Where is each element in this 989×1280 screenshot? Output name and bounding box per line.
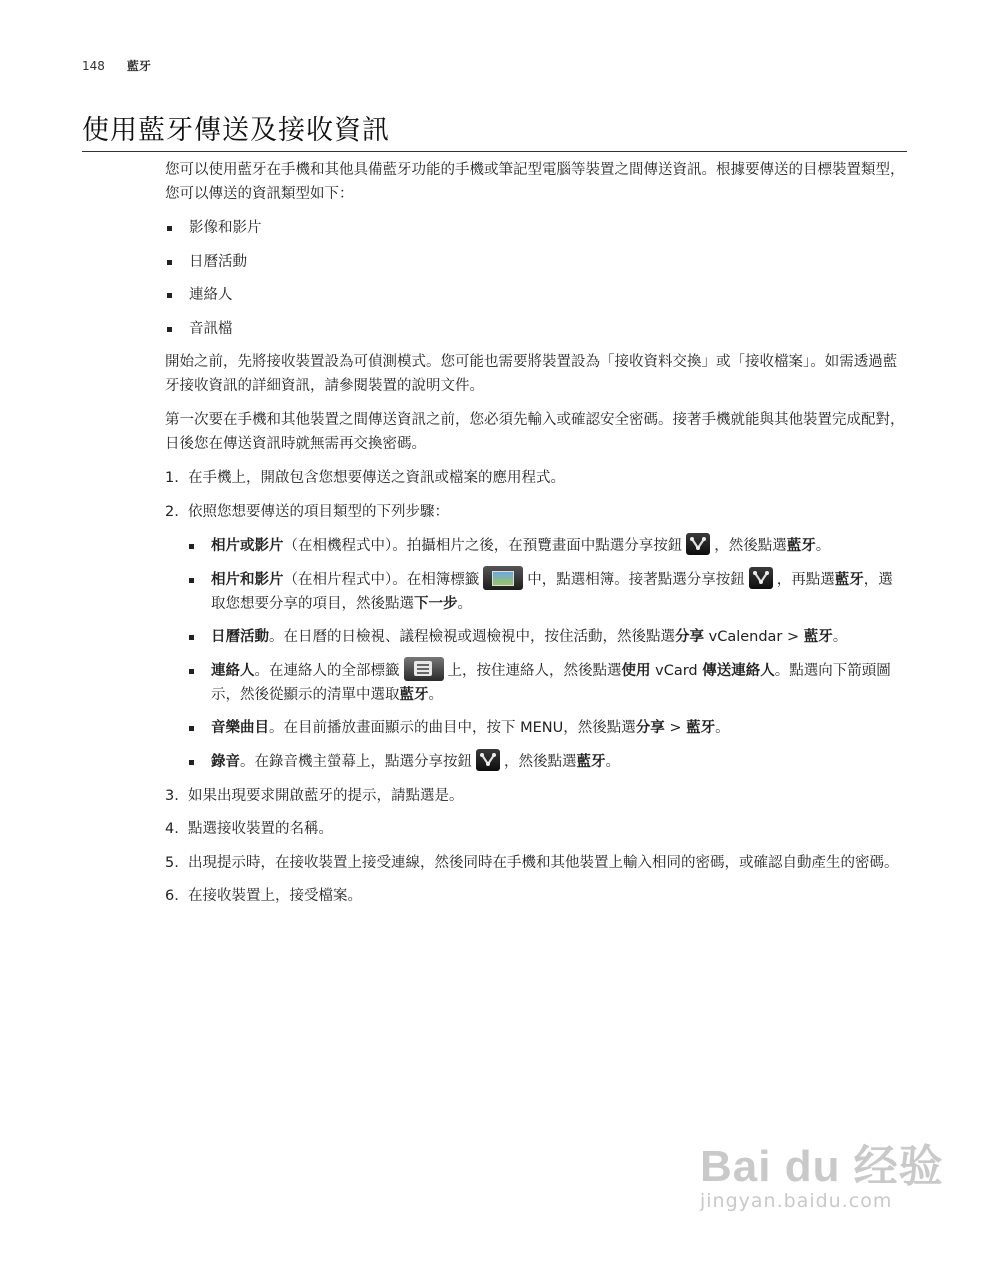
step-text: 依照您想要傳送的項目類型的下列步驟： (188, 503, 449, 520)
list-item: 音訊檔 (165, 317, 907, 341)
album-tab-icon (483, 566, 523, 590)
steps-list (165, 466, 907, 908)
step-number: 3. (165, 787, 179, 804)
step-number: 4. (165, 821, 179, 838)
step-item (165, 784, 907, 808)
page-header (82, 57, 151, 74)
baidu-watermark (700, 1130, 944, 1212)
pairing-paragraph: 第一次要在手機和其他裝置之間傳送資訊之前，您必須先輸入或確認安全密碼。接著手機就能與其他裝置完成配對，日後您在傳送資訊時就無需再交換密碼。 (165, 412, 905, 453)
step-text: 如果出現要求開啟藍牙的提示，請點選是。 (188, 787, 464, 804)
item-type-substeps (188, 534, 907, 774)
step-item (165, 884, 907, 908)
list-item: 日曆活動 (165, 250, 907, 274)
contacts-tab-icon (404, 657, 444, 681)
step-text: 點選接收裝置的名稱。 (188, 821, 333, 838)
step-text: 出現提示時，在接收裝置上接受連線，然後同時在手機和其他裝置上輸入相同的密碼，或確認自動產生的密碼。 (188, 854, 899, 871)
step-number: 1. (165, 470, 179, 487)
substep-contacts: 連絡人。在連絡人的全部標籤 上，按住連絡人，然後點選使用 vCard 傳送連絡人。點選向下箭頭圖示，然後從顯示的清單中選取藍牙。 (188, 659, 907, 707)
info-type-list (165, 216, 907, 341)
step-item (165, 817, 907, 841)
list-item: 影像和影片 (165, 216, 907, 240)
step-item (165, 500, 907, 774)
share-icon (686, 533, 710, 555)
step-number: 5. (165, 854, 179, 871)
substep-photo-album: 相片和影片（在相片程式中）。在相簿標籤 中，點選相簿。接著點選分享按鈕 ，再點選藍牙，選取您想要分享的項目，然後點選下一步。 (188, 568, 907, 616)
step-number: 2. (165, 503, 179, 520)
step-item (165, 466, 907, 490)
step-number: 6. (165, 888, 179, 905)
section-name: 藍牙 (126, 59, 151, 73)
share-icon (749, 567, 773, 589)
watermark-url: jingyan.baidu.com (700, 1190, 893, 1212)
watermark-logo: Bai du 经验 (700, 1142, 944, 1191)
page-title: 使用藍牙傳送及接收資訊 (82, 108, 907, 152)
step-item (165, 851, 907, 875)
step-text: 在手機上，開啟包含您想要傳送之資訊或檔案的應用程式。 (188, 470, 565, 487)
substep-photo-camera: 相片或影片（在相機程式中）。拍攝相片之後，在預覽畫面中點選分享按鈕 ，然後點選藍牙。 (188, 534, 907, 558)
preparation-paragraph: 開始之前，先將接收裝置設為可偵測模式。您可能也需要將裝置設為「接收資料交換」或「接收檔案」。如需透過藍牙接收資訊的詳細資訊，請參閱裝置的說明文件。 (165, 354, 898, 395)
list-item: 連絡人 (165, 283, 907, 307)
substep-calendar: 日曆活動。在日曆的日檢視、議程檢視或週檢視中，按住活動，然後點選分享 vCalendar > 藍牙。 (188, 625, 907, 649)
share-icon (476, 749, 500, 771)
substep-music: 音樂曲目。在目前播放畫面顯示的曲目中，按下 MENU，然後點選分享 > 藍牙。 (188, 716, 907, 740)
page-number: 148 (82, 59, 105, 73)
substep-recording: 錄音。在錄音機主螢幕上，點選分享按鈕 ，然後點選藍牙。 (188, 750, 907, 774)
step-text: 在接收裝置上，接受檔案。 (188, 888, 362, 905)
document-body (165, 158, 907, 918)
intro-paragraph: 您可以使用藍牙在手機和其他具備藍牙功能的手機或筆記型電腦等裝置之間傳送資訊。根據要傳送的目標裝置類型，您可以傳送的資訊類型如下： (165, 162, 905, 202)
